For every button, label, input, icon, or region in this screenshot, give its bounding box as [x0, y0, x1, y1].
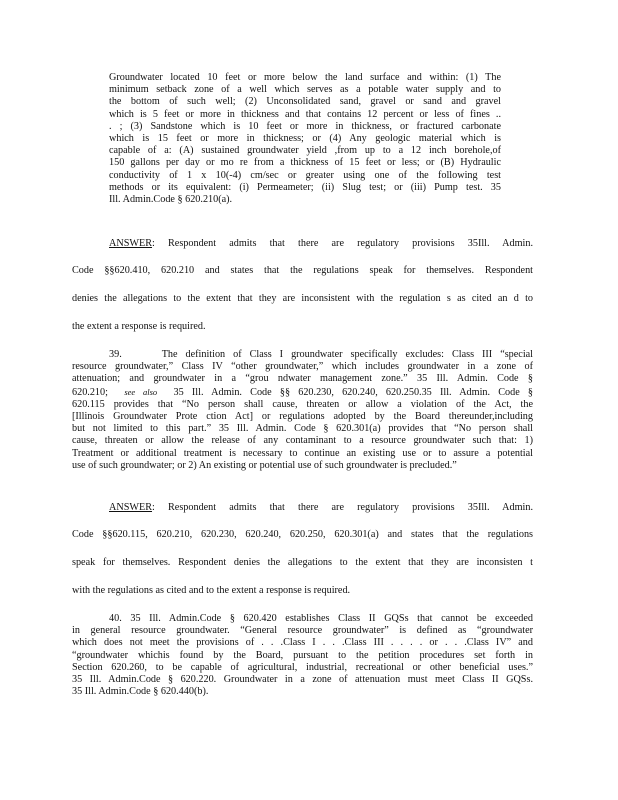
text-line: conductivity of 1 x 10(-4) cm/sec or greater using one of the following test	[109, 169, 501, 181]
text-line: which does not meet the provisions of . . .Class I . . .Class III . . . . or . . .Class IV” and	[72, 637, 533, 649]
text-line: which is 5 feet or more in thickness and that contains 12 percent or less of fines ..	[109, 108, 501, 120]
text-line: minimum setback zone of a well which serves as a potable water supply and to	[109, 84, 501, 96]
paragraph-first-line: 40. 35 Ill. Admin.Code § 620.420 establishes Class II GQSs that cannot be exceeded	[109, 613, 533, 624]
text-line: . ; (3) Sandstone which is 10 feet or more in thickness, or fractured carbonate	[109, 120, 501, 132]
answer-label: ANSWER	[109, 502, 153, 513]
text-line: in general resource groundwater. “General resource groundwater” is defined as “groundwater	[72, 625, 533, 637]
text-line: resource groundwater,” Class IV “other groundwater,” which includes groundwater in a zone of	[72, 361, 533, 373]
paragraph-39	[72, 349, 533, 472]
text-line: Treatment or additional treatment is necessary to continue an existing use or to assure a potential	[72, 447, 533, 459]
text-line: methods or its equivalent: (i) Permeameter; (ii) Slug test; or (iii) Pump test. 35	[109, 181, 501, 193]
answer-first-line	[109, 502, 533, 514]
text-line: but not limited to this part.” 35 Ill. Admin. Code § 620.301(a) provides that “No person shall	[72, 423, 533, 435]
text-line: 620.115 provides that “No person shall cause, threaten or allow a violation of the Act, the	[72, 398, 533, 410]
answer-text: : Respondent admits that there are regulatory provisions 35Ill. Admin.	[152, 502, 533, 513]
text-line	[72, 386, 533, 399]
text-line: 35 Ill. Admin.Code § 620.220. Groundwater in a zone of attenuation must meet Class II GQSs.	[72, 674, 533, 686]
text-line: use of such groundwater; or 2) An existing or potential use of such groundwater is precluded.”	[72, 459, 457, 471]
text-line: Section 620.260, to be capable of agricultural, industrial, recreational or other beneficial uses.”	[72, 661, 533, 673]
paragraph-number: 39.	[109, 349, 122, 360]
text-line: 35 Ill. Admin.Code § 620.440(b).	[72, 686, 209, 698]
text-line: Ill. Admin.Code § 620.210(a).	[109, 194, 233, 206]
text-line: [Illinois Groundwater Prote ction Act] or regulations adopted by the Board thereunder,including	[72, 411, 533, 423]
answer-first-line	[109, 238, 533, 250]
text: 620.210;	[72, 386, 108, 398]
text-line: with the regulations as cited and to the extent a response is required.	[72, 585, 351, 596]
text-line: 150 gallons per day or mo re from a thickness of 15 feet or less; or (B) Hydraulic	[109, 157, 501, 169]
paragraph-40	[72, 613, 533, 698]
text-line: Code §§620.115, 620.210, 620.230, 620.240, 620.250, 620.301(a) and states that the regulations	[72, 529, 533, 540]
text-line: speak for themselves. Respondent denies the allegations to the extent that they are inconsisten t	[72, 557, 533, 568]
text-line: “groundwater whichis found by the Board, pursuant to the petition procedures set forth in	[72, 649, 533, 661]
text: The definition of Class I groundwater specifically excludes: Class III “special	[161, 349, 534, 360]
text-line: denies the allegations to the extent that they are inconsistent with the regulation s as cited an d to	[72, 293, 533, 304]
paragraph-first-line	[72, 349, 533, 361]
answer-label: ANSWER	[109, 238, 153, 249]
text-line: cause, threaten or allow the release of any contaminant to a resource groundwater such that: 1)	[72, 435, 533, 447]
text-line: Groundwater located 10 feet or more below the land surface and within: (1) The	[109, 72, 501, 83]
see-also-signal: see also	[124, 386, 158, 397]
text-line: Code §§620.410, 620.210 and states that the regulations speak for themselves. Respondent	[72, 265, 533, 276]
answer-text: : Respondent admits that there are regulatory provisions 35Ill. Admin.	[152, 238, 533, 249]
text: 35 Ill. Admin. Code §§ 620.230, 620.240, 620.250.35 Ill. Admin. Code §	[173, 386, 534, 398]
quoted-paragraph-groundwater-definition	[109, 72, 501, 206]
text-line: attenuation; and groundwater in a “grou ndwater management zone.” 35 Ill. Admin. Code §	[72, 373, 533, 385]
text-line: capable of a: (A) sustained groundwater yield ,from up to a 12 inch borehole,of	[109, 145, 501, 157]
text-line: the bottom of such well; (2) Unconsolidated sand, gravel or sand and gravel	[109, 96, 501, 108]
text-line: the extent a response is required.	[72, 321, 206, 332]
text-line: which is 15 feet or more in thickness; or (4) Any geologic material which is	[109, 133, 501, 145]
